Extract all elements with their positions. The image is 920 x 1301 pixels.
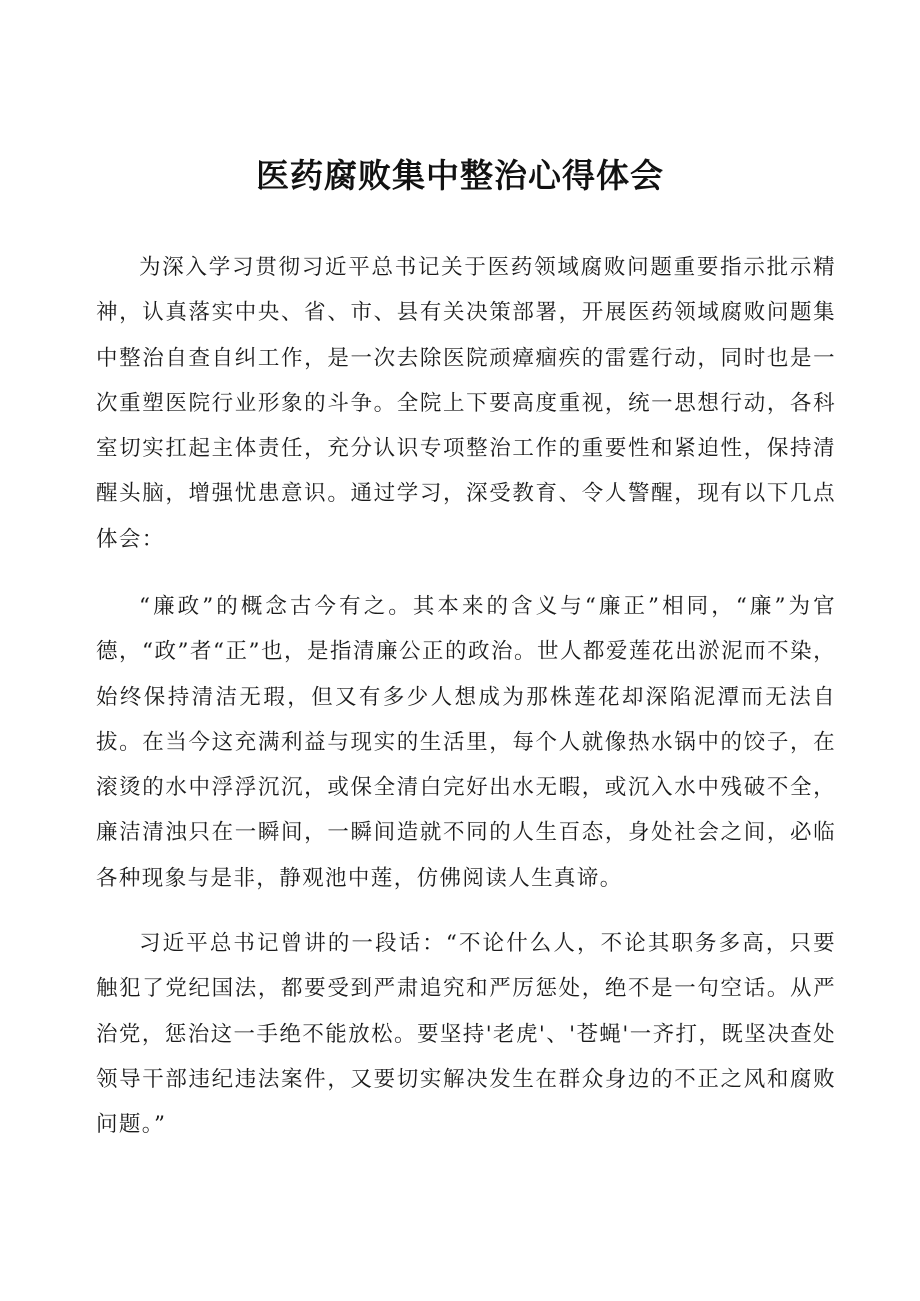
document-title: 医药腐败集中整治心得体会 [256, 156, 664, 195]
paragraph: 为深入学习贯彻习近平总书记关于医药领域腐败问题重要指示批示精神，认真落实中央、省、市、县有关决策部署，开展医药领域腐败问题集中整治自查自纠工作，是一次去除医院顽瘴痼疾的雷霆行动，同时也是一次重塑医院行业形象的斗争。全院上下要高度重视，统一思想行动，各科室切实扛起主体责任，充分认识专项整治工作的重要性和紧迫性，保持清醒头脑，增强忧患意识。通过学习，深受教育、令人警醒，现有以下几点体会： [96, 255, 836, 552]
paragraph: 习近平总书记曾讲的一段话：“不论什么人，不论其职务多高，只要触犯了党纪国法，都要受到严肃追究和严厉惩处，绝不是一句空话。从严治党，惩治这一手绝不能放松。要坚持'老虎'、'苍蝇'一齐打，既坚决查处领导干部违纪违法案件，又要切实解决发生在群众身边的不正之风和腐败问题。” [96, 931, 836, 1138]
paragraph: “廉政”的概念古今有之。其本来的含义与“廉正”相同，“廉”为官德，“政”者“正”也，是指清廉公正的政治。世人都爱莲花出淤泥而不染，始终保持清洁无瑕，但又有多少人想成为那株莲花却深陷泥潭而无法自拔。在当今这充满利益与现实的生活里，每个人就像热水锅中的饺子，在滚烫的水中浮浮沉沉，或保全清白完好出水无暇，或沉入水中残破不全，廉洁清浊只在一瞬间，一瞬间造就不同的人生百态，身处社会之间，必临各种现象与是非，静观池中莲，仿佛阅读人生真谛。 [96, 594, 836, 891]
